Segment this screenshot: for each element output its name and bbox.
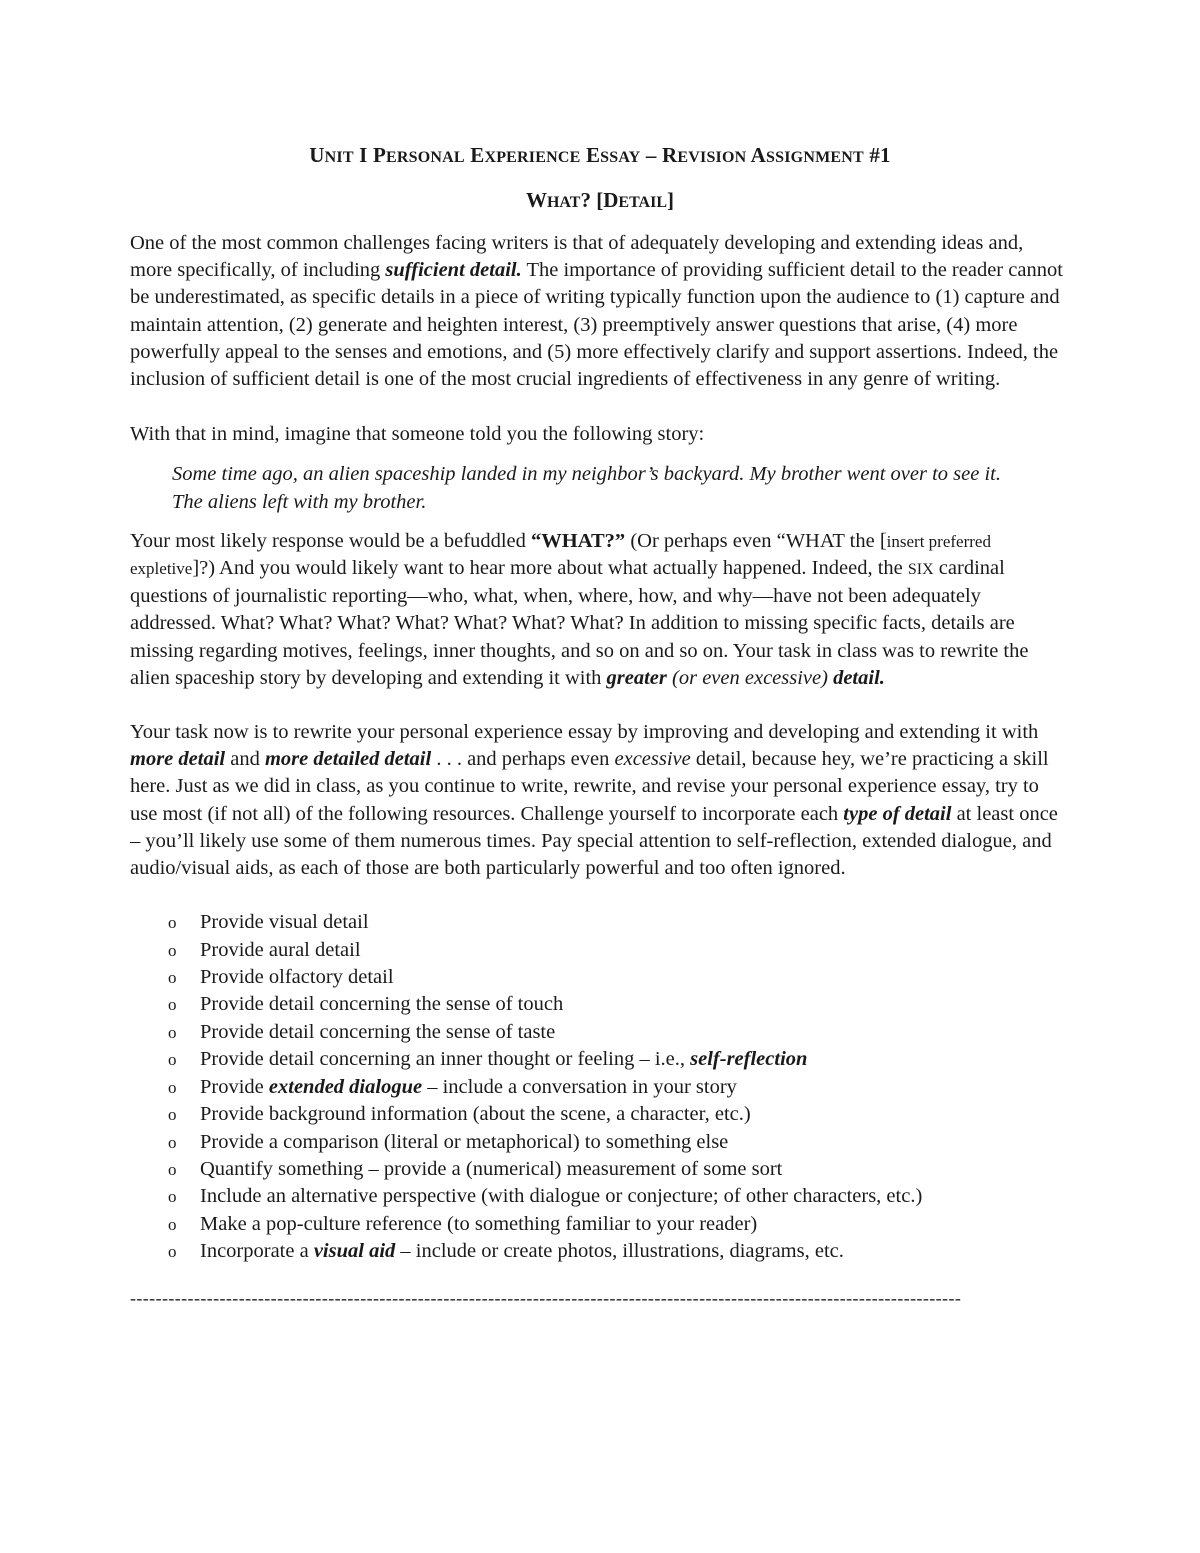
detail-resources-list [130, 909, 1070, 1265]
subtitle-part: ] [667, 188, 674, 212]
title-part: NIT [324, 149, 354, 166]
list-item-text: Provide a comparison (literal or metaphorical) to something else [200, 1130, 729, 1153]
list-item-text: Include an alternative perspective (with dialogue or conjecture; of other characters, etc.) [200, 1185, 923, 1208]
title-part: XPERIENCE [484, 149, 581, 166]
emphasis-text: type of detail [843, 802, 952, 825]
list-item [130, 1129, 1070, 1156]
emphasis-text: more detail [130, 748, 226, 771]
list-item-text: Quantify something – provide a (numerical) measurement of some sort [200, 1157, 783, 1180]
bullet-icon: o [168, 1242, 177, 1262]
bullet-icon: o [168, 995, 177, 1015]
subtitle-part: ETAIL [618, 194, 667, 211]
emphasis-text: “WHAT?” [531, 529, 626, 552]
story-intro-paragraph: With that in mind, imagine that someone told you the following story: [130, 423, 705, 446]
list-item [130, 1046, 1070, 1073]
list-item-text: Provide detail concerning the sense of taste [200, 1020, 556, 1043]
text-run: Your task now is to rewrite your personal experience essay by improving and developing and extending it with [130, 721, 1039, 744]
bullet-icon: o [168, 1050, 177, 1070]
list-item-text: – include or create photos, illustrations, diagrams, etc. [395, 1240, 844, 1263]
text-run: . . . and perhaps even [431, 748, 615, 771]
subtitle-part: W [525, 188, 547, 212]
bullet-icon: o [168, 968, 177, 988]
response-paragraph [130, 528, 1070, 692]
bullet-icon: o [168, 1022, 177, 1042]
subtitle-part: HAT [546, 194, 581, 211]
list-item [130, 1238, 1070, 1265]
emphasis-text: extended dialogue [268, 1075, 423, 1098]
list-item [130, 1101, 1070, 1128]
text-run: One of the most common challenges facing writers is that of adequately developing and extending ideas and, more specifically, of including [130, 232, 1024, 282]
document-title [130, 140, 1070, 173]
list-item-text: Provide visual detail [200, 911, 369, 934]
title-part: ERSONAL [386, 149, 465, 166]
title-part: EVISION [677, 149, 747, 166]
bullet-icon: o [168, 940, 177, 960]
title-part: A [746, 143, 767, 167]
emphasis-text: (or even excessive) [666, 666, 834, 689]
document-subtitle [130, 185, 1070, 218]
document-page [130, 140, 1070, 1308]
title-part: SSIGNMENT [766, 149, 864, 166]
list-item-text: Provide detail concerning an inner thought or feeling – i.e., [200, 1048, 691, 1071]
bullet-icon: o [168, 1214, 177, 1234]
alien-story-quote: Some time ago, an alien spaceship landed in my neighbor’s backyard. My brother went over to see it. The aliens left with my brother. [172, 463, 1001, 513]
text-run: insert preferred expletive [130, 531, 991, 579]
emphasis-text: visual aid [313, 1240, 396, 1263]
bullet-icon: o [168, 1077, 177, 1097]
title-part: P [372, 143, 387, 167]
bullet-icon: o [168, 1105, 177, 1125]
list-item-text: Provide aural detail [200, 938, 361, 961]
emphasis-text: sufficient detail. [385, 259, 522, 282]
text-run: ]?) And you would likely want to hear more about what actually happened. Indeed, the [192, 557, 908, 580]
list-item-text: Provide olfactory detail [200, 966, 394, 989]
list-item-text: Incorporate a [200, 1240, 314, 1263]
task-paragraph [130, 719, 1070, 882]
title-part: E [580, 143, 601, 167]
text-run: (Or perhaps even “WHAT the [ [625, 529, 887, 552]
text-run: Your most likely response would be a befuddled [130, 529, 532, 552]
list-item-text: – include a conversation in your story [422, 1075, 737, 1098]
text-run: The importance of providing sufficient detail to the reader cannot be underestimated, as specific details in a piece of writing typically function upon the audience to (1) capture and maintain attention, (2) generate and heighten interest, (3) preemptively answer questions that arise, (4) more powerfully appeal to the senses and emotions, and (5) more effectively clarify and support assertions. Indeed, the inclusion of sufficient detail is one of the most crucial ingredients of effectiveness in any genre of writing. [130, 259, 1063, 391]
emphasis-text: excessive [614, 748, 691, 771]
list-item-text: Provide background information (about the scene, a character, etc.) [200, 1103, 751, 1126]
list-item [130, 991, 1070, 1018]
emphasis-text: self-reflection [690, 1048, 808, 1071]
title-part: – R [640, 143, 678, 167]
bullet-icon: o [168, 1132, 177, 1152]
list-item [130, 937, 1070, 964]
list-item [130, 1183, 1070, 1210]
bullet-icon: o [168, 913, 177, 933]
title-part: I [353, 143, 373, 167]
title-part: #1 [863, 143, 891, 167]
list-item [130, 964, 1070, 991]
list-item-text: Provide detail concerning the sense of touch [200, 993, 564, 1016]
list-item [130, 1074, 1070, 1101]
text-run: detail, because hey, we’re practicing a skill here. Just as we did in class, as you continue to write, rewrite, and revise your personal experience essay, try to use most (if not all) of the following resources. Challenge yourself to incorporate each [130, 748, 1049, 825]
subtitle-part: ? [D [580, 188, 619, 212]
list-item [130, 1019, 1070, 1046]
list-item [130, 1211, 1070, 1238]
dashed-divider: ---------------------------------------------------------------------------------------------------------------------------------- [130, 1287, 962, 1308]
emphasis-text: greater [606, 666, 667, 689]
bullet-icon: o [168, 1159, 177, 1179]
bullet-icon: o [168, 1187, 177, 1207]
list-item-text: Make a pop-culture reference (to something familiar to your reader) [200, 1212, 758, 1235]
title-part: E [464, 143, 485, 167]
text-run: cardinal questions of journalistic reporting—who, what, when, where, how, and why—have not been adequately addressed. What? What? What? What? What? What? What? In addition to missing specific facts, details are missing regarding motives, feelings, inner thoughts, and so on and so on. Your task in class was to rewrite the alien spaceship story by developing and extending it with [130, 557, 1029, 689]
emphasis-text: more detailed detail [264, 748, 432, 771]
text-run: SIX [907, 561, 934, 579]
list-item [130, 1156, 1070, 1183]
emphasis-text: detail. [833, 666, 885, 689]
title-part: SSAY [600, 149, 641, 166]
text-run: and [225, 748, 265, 771]
text-run: at least once – you’ll likely use some of them numerous times. Pay special attention to self-reflection, extended dialogue, and audio/visual aids, as each of those are both particularly powerful and too often ignored. [130, 802, 1058, 880]
title-part: U [309, 143, 325, 167]
list-item [130, 909, 1070, 936]
list-item-text: Provide [200, 1075, 269, 1098]
intro-paragraph [130, 230, 1070, 393]
